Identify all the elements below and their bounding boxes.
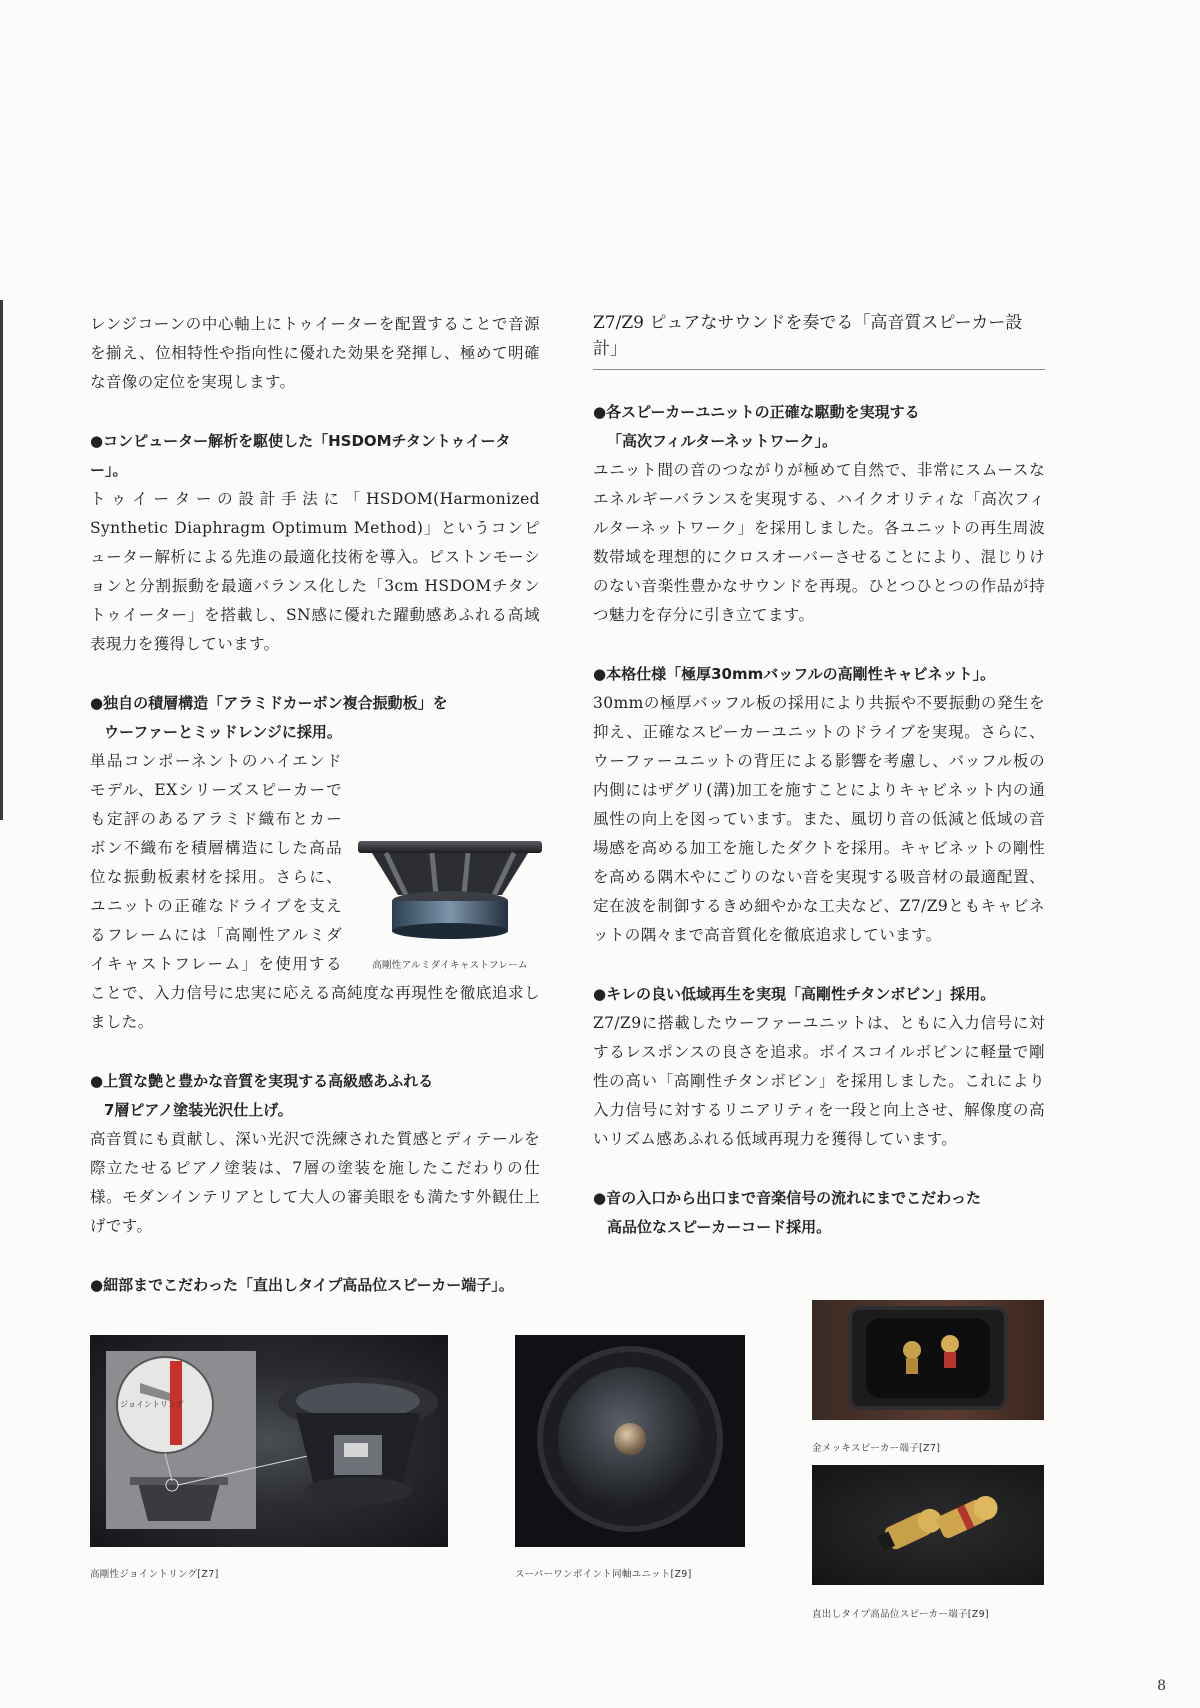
- right-section-title: Z7/Z9 ピュアなサウンドを奏でる「高音質スピーカー設計」: [593, 310, 1045, 370]
- joint-ring-label: ジョイントリング: [120, 1400, 184, 1409]
- joint-ring-caption: 高剛性ジョイントリング[Z7]: [90, 1569, 219, 1580]
- cabinet-heading: ●本格仕様「極厚30mmバッフルの高剛性キャビネット」。: [593, 665, 996, 683]
- bobbin-heading: ●キレの良い低域再生を実現「高剛性チタンボビン」採用。: [593, 985, 996, 1003]
- aramid-heading: [90, 689, 540, 747]
- terminal-z9-caption: 直出しタイプ高品位スピーカー端子[Z9]: [812, 1609, 989, 1620]
- terminal-heading: ●細部までこだわった「直出しタイプ高品位スピーカー端子」。: [90, 1276, 514, 1294]
- right-column: [593, 310, 1045, 1272]
- intro-text: レンジコーンの中心軸上にトゥイーターを配置することで音源を揃え、位相特性や指向性に優れた効果を発揮し、極めて明確な音像の定位を実現します。: [90, 315, 540, 391]
- terminal-z7-photo: [812, 1300, 1044, 1420]
- filter-body: ユニット間の音のつながりが極めて自然で、非常にスムースなエネルギーバランスを実現する、ハイクオリティな「高次フィルターネットワーク」を採用しました。各ユニットの再生周波数帯域を理想的にクロスオーバーさせることにより、混じりけのない音楽性豊かなサウンドを再現。ひとつひとつの作品が持つ魅力を存分に引き立てます。: [593, 461, 1045, 624]
- terminal-z9-image: [812, 1465, 1044, 1585]
- hsdom-heading: ●コンピューター解析を駆使した「HSDOMチタントゥイーター」。: [90, 432, 511, 479]
- cord-heading-line1: ●音の入口から出口まで音楽信号の流れにまでこだわった: [593, 1189, 981, 1207]
- coaxial-unit-photo: [515, 1335, 745, 1547]
- hsdom-section: [90, 427, 540, 659]
- cabinet-body: 30mmの極厚バッフル板の採用により共振や不要振動の発生を抑え、正確なスピーカーユニットのドライブを実現。さらに、ウーファーユニットの背圧による影響を考慮し、バッフル板の内側にはザグリ(溝)加工を施すことによりキャビネット内の通風性の向上を図っています。また、風切り音の低減と低域の音場感を高める加工を施したダクトを採用。キャビネットの剛性を高める隅木やにごりのない音を実現する吸音材の最適配置、定在波を制御するきめ細やかな工夫など、Z7/Z9ともキャビネットの隅々まで高音質化を徹底追求しています。: [593, 694, 1045, 944]
- piano-heading-line1: ●上質な艶と豊かな音質を実現する高級感あふれる: [90, 1072, 434, 1090]
- frame-figure: [352, 835, 548, 971]
- filter-heading-line1: ●各スピーカーユニットの正確な駆動を実現する: [593, 403, 920, 421]
- joint-ring-photo: [90, 1335, 448, 1547]
- terminal-z7-caption: 金メッキスピーカー端子[Z7]: [812, 1443, 941, 1454]
- joint-ring-illustration: [90, 1335, 448, 1547]
- filter-network-section: [593, 398, 1045, 630]
- cord-heading-line2: 高品位なスピーカーコード採用。: [607, 1218, 832, 1236]
- die-cast-frame-image: [352, 835, 548, 943]
- aramid-body: 単品コンポーネントのハイエンドモデル、EXシリーズスピーカーでも定評のあるアラミド織布とカーボン不織布を積層構造にした高品位な振動板素材を採用。さらに、ユニットの正確なドライブを支えるフレームには「高剛性アルミダイキャストフレーム」を使用することで、入力信号に忠実に応える高純度な再現性を徹底追求しました。: [90, 752, 540, 1031]
- cord-heading: [593, 1184, 1045, 1242]
- aramid-heading-line2: ウーファーとミッドレンジに採用。: [104, 723, 342, 741]
- coaxial-unit-caption: スーパーワンポイント同軸ユニット[Z9]: [515, 1569, 692, 1580]
- piano-finish-section: [90, 1067, 540, 1241]
- piano-body: 高音質にも貢献し、深い光沢で洗練された質感とディテールを際立たせるピアノ塗装は、7層の塗装を施したこだわりの仕様。モダンインテリアとして大人の審美眼をも満たす外観仕上げです。: [90, 1130, 540, 1235]
- bobbin-body: Z7/Z9に搭載したウーファーユニットは、ともに入力信号に対するレスポンスの良さを追求。ボイスコイルボビンに軽量で剛性の高い「高剛性チタンボビン」を採用しました。これにより入力信号に対するリニアリティを一段と向上させ、解像度の高いリズム感あふれる低域再現力を獲得しています。: [593, 1014, 1045, 1148]
- left-column: [90, 310, 540, 1330]
- filter-heading-line2: 「高次フィルターネットワーク」。: [607, 432, 837, 450]
- hsdom-body: トゥイーターの設計手法に「HSDOM(Harmonized Synthetic Diaphragm Optimum Method)」というコンピューター解析による先進の最適化技術を導入。ピストンモーションと分割振動を最適バランス化した「3cm HSDOMチタントゥイーター」を搭載し、SN感に優れた躍動感あふれる高域表現力を獲得しています。: [90, 490, 540, 653]
- filter-heading: [593, 398, 1045, 456]
- bobbin-section: [593, 980, 1045, 1154]
- aramid-heading-line1: ●独自の積層構造「アラミドカーボン複合振動板」を: [90, 694, 448, 712]
- terminal-z9-photo: [812, 1465, 1044, 1585]
- piano-heading-line2: 7層ピアノ塗装光沢仕上げ。: [104, 1101, 293, 1119]
- cord-section: [593, 1184, 1045, 1242]
- page-number: 8: [1157, 1678, 1166, 1694]
- coaxial-unit-image: [515, 1335, 745, 1547]
- page-edge-shadow: [0, 300, 3, 820]
- terminal-section: [90, 1271, 540, 1300]
- aramid-section: [90, 689, 540, 1037]
- frame-caption: 高剛性アルミダイキャストフレーム: [372, 960, 528, 971]
- intro-section: [90, 310, 540, 397]
- piano-heading: [90, 1067, 540, 1125]
- cabinet-section: [593, 660, 1045, 950]
- terminal-z7-image: [812, 1300, 1044, 1420]
